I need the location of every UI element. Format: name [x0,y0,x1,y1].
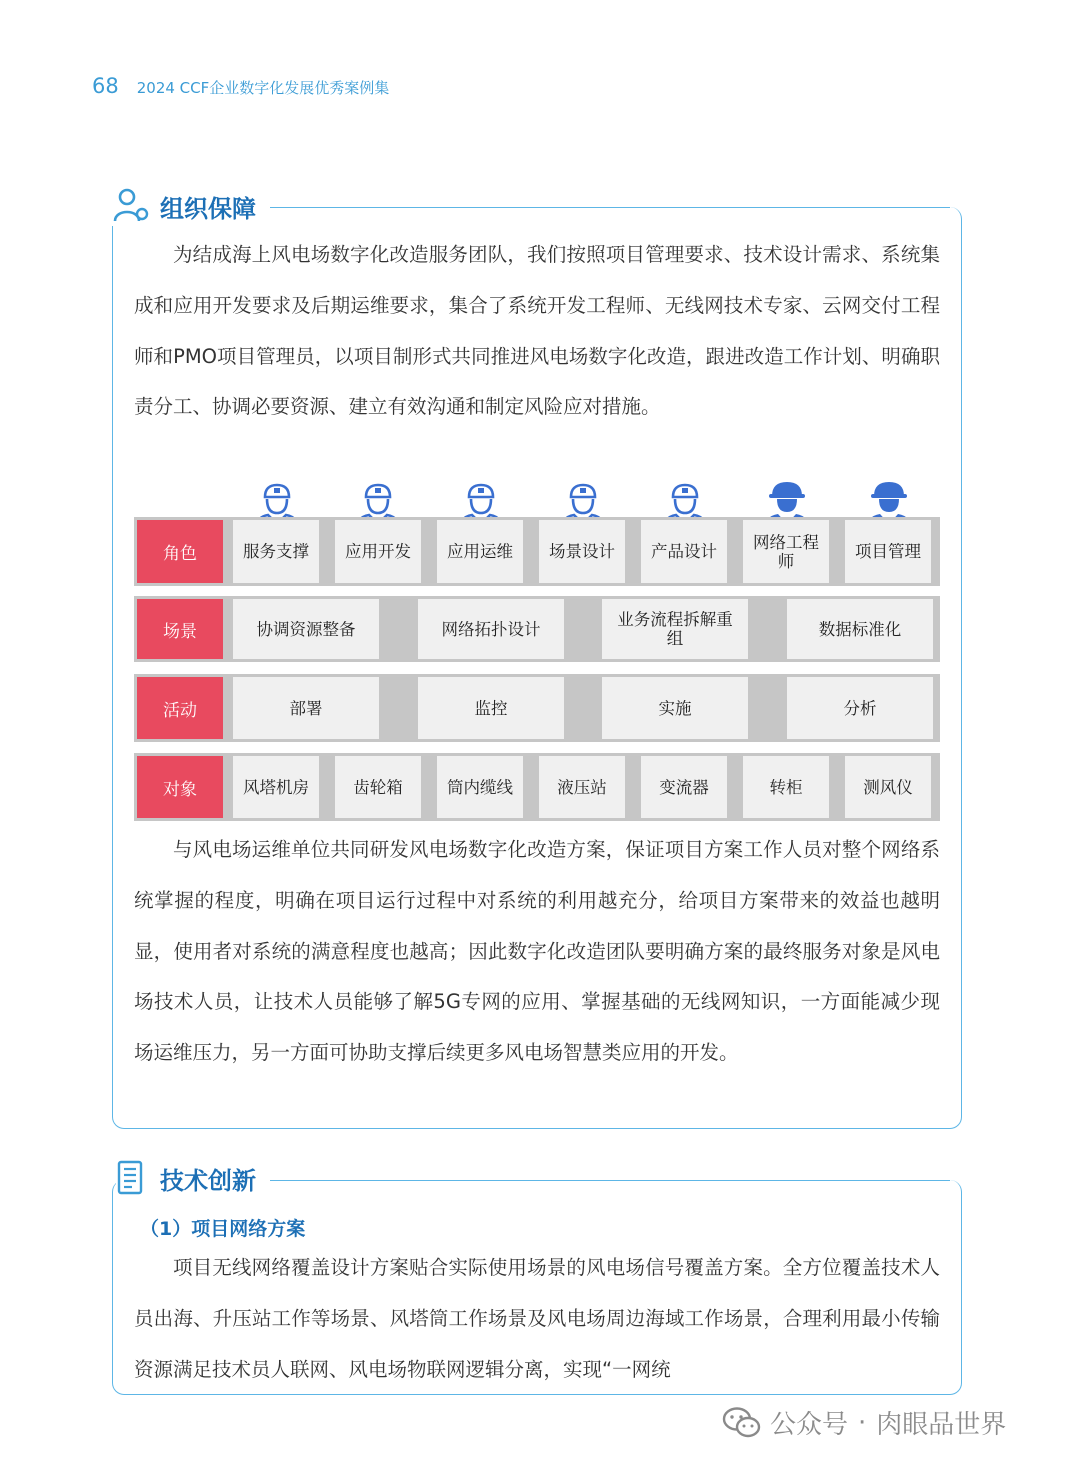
scene-cell: 网络拓扑设计 [418,599,564,659]
row-header-activities: 活动 [137,677,223,739]
section-innovation-title [116,1158,264,1198]
table-row-roles [134,517,940,586]
table-row-activities [134,674,940,742]
activity-cell: 监控 [418,677,564,739]
object-cell: 齿轮箱 [335,756,421,818]
object-cell: 变流器 [641,756,727,818]
scene-cell: 业务流程拆解重组 [602,599,748,659]
section-organization-paragraph-2: 与风电场运维单位共同研发风电场数字化改造方案，保证项目方案工作人员对整个网络系统掌握的程度，明确在项目运行过程中对系统的利用越充分，给项目方案带来的效益也越明显，使用者对系统的满意程度也越高；因此数字化改造团队要明确方案的最终服务对象是风电场技术人员，让技术人员能够了解5G专网的应用、掌握基础的无线网知识，一方面能减少现场运维压力，另一方面可协助支撑后续更多风电场智慧类应用的开发。 [134,838,940,1065]
section-organization-top-rule [270,207,950,208]
section-innovation-top-rule [270,1180,950,1181]
role-cell: 应用运维 [437,520,523,583]
role-cell: 项目管理 [845,520,931,583]
table-row-objects [134,753,940,821]
role-cell: 服务支撑 [233,520,319,583]
object-cell: 液压站 [539,756,625,818]
object-cell: 风塔机房 [233,756,319,818]
section-innovation-paragraph: 项目无线网络覆盖设计方案贴合实际使用场景的风电场信号覆盖方案。全方位覆盖技术人员出海、升压站工作等场景、风塔筒工作场景及风电场周边海域工作场景，合理利用最小传输资源满足技术员人联网、风电场物联网逻辑分离，实现“一网统 [134,1256,940,1381]
section-organization-paragraph-1: 为结成海上风电场数字化改造服务团队，我们按照项目管理要求、技术设计需求、系统集成和应用开发要求及后期运维要求，集合了系统开发工程师、无线网技术专家、云网交付工程师和PMO项目管理员，以项目制形式共同推进风电场数字化改造，跟进改造工作计划、明确职责分工、协调必要资源、建立有效沟通和制定风险应对措施。 [134,243,940,419]
activity-cell: 实施 [602,677,748,739]
scene-cell: 协调资源整备 [233,599,379,659]
watermark-label: 公众号 [770,1410,849,1440]
object-cell: 测风仪 [845,756,931,818]
row-header-scenes: 场景 [137,599,223,659]
subsection-heading: （1）项目网络方案 [140,1218,306,1240]
role-cell: 应用开发 [335,520,421,583]
people-icon [112,187,152,225]
wechat-icon [722,1406,762,1440]
activity-cell: 部署 [233,677,379,739]
role-cell: 场景设计 [539,520,625,583]
watermark-separator: · [858,1407,867,1438]
section-innovation-label: 技术创新 [160,1166,256,1195]
section-organization-title [112,186,264,226]
activity-cell: 分析 [787,677,933,739]
page-number: 68 [92,74,119,98]
role-cell: 产品设计 [641,520,727,583]
object-cell: 筒内缆线 [437,756,523,818]
document-list-icon [116,1160,146,1196]
page-header [92,74,389,98]
section-organization-label: 组织保障 [160,194,256,223]
row-header-roles: 角色 [137,520,223,583]
book-title: 2024 CCF企业数字化发展优秀案例集 [136,79,390,97]
wechat-watermark [722,1404,1006,1441]
watermark-account: 肉眼品世界 [876,1410,1007,1440]
object-cell: 转柜 [743,756,829,818]
scene-cell: 数据标准化 [787,599,933,659]
role-cell: 网络工程师 [743,520,829,583]
row-header-objects: 对象 [137,756,223,818]
table-row-scenes [134,596,940,662]
